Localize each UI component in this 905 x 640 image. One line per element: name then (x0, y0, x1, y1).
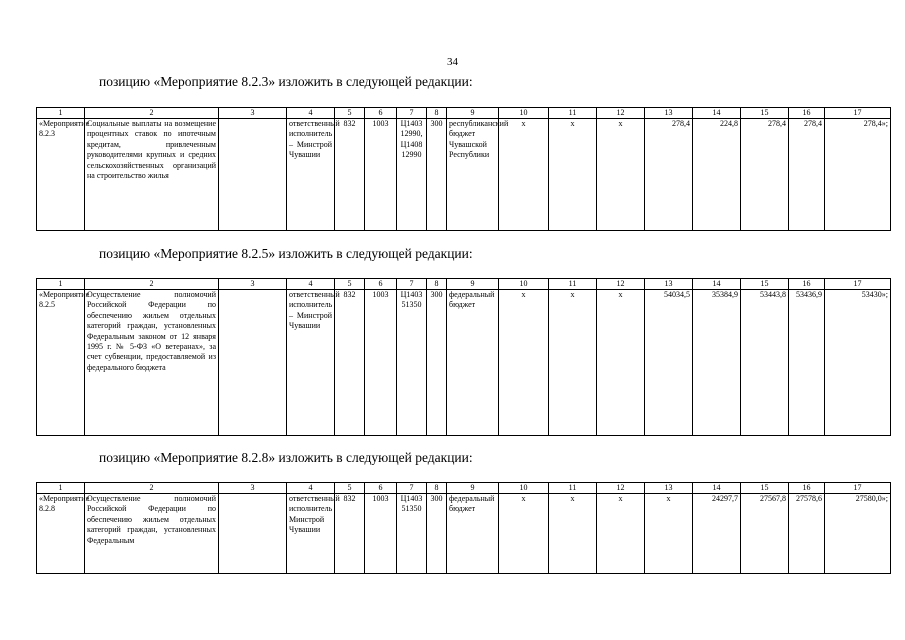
table-cell: x (499, 494, 549, 574)
table-cell: x (645, 494, 693, 574)
header-cell: 8 (427, 108, 447, 119)
table-cell: 300 (427, 494, 447, 574)
header-cell: 5 (335, 108, 365, 119)
header-cell: 3 (219, 483, 287, 494)
table-cell: x (549, 494, 597, 574)
header-cell: 14 (693, 483, 741, 494)
header-cell: 13 (645, 483, 693, 494)
measure-table (36, 482, 891, 574)
header-cell: 16 (789, 483, 825, 494)
table-cell: Ц1403 51350 (397, 494, 427, 574)
header-cell: 8 (427, 483, 447, 494)
funding-source: федеральный бюджет (447, 290, 499, 436)
header-cell: 7 (397, 108, 427, 119)
value-cell: 54034,5 (645, 290, 693, 436)
header-cell: 12 (597, 108, 645, 119)
header-cell: 16 (789, 279, 825, 290)
table-cell: 300 (427, 290, 447, 436)
table-cell: x (549, 119, 597, 231)
table-cell: x (597, 290, 645, 436)
table-cell: 832 (335, 119, 365, 231)
table-cell: Ц1403 12990, Ц1408 12990 (397, 119, 427, 231)
table-cell (219, 494, 287, 574)
header-cell: 9 (447, 483, 499, 494)
responsible-executor: ответственный исполнитель Минстрой Чувашии (287, 494, 335, 574)
value-cell: 24297,7 (693, 494, 741, 574)
header-cell: 11 (549, 108, 597, 119)
table-row (37, 290, 891, 436)
table-cell: 832 (335, 290, 365, 436)
value-cell: 53430»; (825, 290, 891, 436)
table-header-row (37, 483, 891, 494)
value-cell: 278,4 (789, 119, 825, 231)
header-cell: 14 (693, 108, 741, 119)
value-cell: 27567,8 (741, 494, 789, 574)
measure-table (36, 278, 891, 436)
measure-description: Социальные выплаты на возмещение процентных ставок по ипотечным кредитам, привлеченным руководителями крупных и средних сельскохозяйственных организаций на строительство жилья (85, 119, 219, 231)
header-cell: 12 (597, 279, 645, 290)
header-cell: 3 (219, 279, 287, 290)
header-cell: 9 (447, 108, 499, 119)
page-number: 34 (447, 56, 458, 68)
table-cell: x (597, 119, 645, 231)
header-cell: 14 (693, 279, 741, 290)
table-cell: x (499, 290, 549, 436)
measure-code: «Мероприятие 8.2.8 (37, 494, 85, 574)
header-cell: 6 (365, 108, 397, 119)
value-cell: 278,4»; (825, 119, 891, 231)
responsible-executor: ответственный исполнитель – Минстрой Чувашии (287, 119, 335, 231)
header-cell: 12 (597, 483, 645, 494)
table-cell: 832 (335, 494, 365, 574)
header-cell: 1 (37, 483, 85, 494)
measure-code: «Мероприятие 8.2.5 (37, 290, 85, 436)
header-cell: 13 (645, 279, 693, 290)
value-cell: 27578,6 (789, 494, 825, 574)
header-cell: 1 (37, 279, 85, 290)
header-cell: 2 (85, 279, 219, 290)
table-cell: 1003 (365, 494, 397, 574)
value-cell: 53443,8 (741, 290, 789, 436)
header-cell: 10 (499, 108, 549, 119)
header-cell: 4 (287, 483, 335, 494)
table-cell: 1003 (365, 290, 397, 436)
table-row (37, 494, 891, 574)
header-cell: 17 (825, 108, 891, 119)
header-cell: 1 (37, 108, 85, 119)
table-cell: 1003 (365, 119, 397, 231)
value-cell: 27580,0»; (825, 494, 891, 574)
table-cell: Ц1403 51350 (397, 290, 427, 436)
measure-description: Осуществление полномочий Российской Федерации по обеспечению жильем отдельных категорий граждан, установленных Федеральным законом от 12 января 1995 г. № 5-ФЗ «О ветеранах», за счет субвенции, предоставляемой из федерального бюджета (85, 290, 219, 436)
table-header-row (37, 279, 891, 290)
header-cell: 10 (499, 279, 549, 290)
header-cell: 17 (825, 483, 891, 494)
measure-table (36, 107, 891, 231)
table-cell: x (499, 119, 549, 231)
header-cell: 13 (645, 108, 693, 119)
measure-description: Осуществление полномочий Российской Федерации по обеспечению жильем отдельных категорий граждан, установленных Федеральным (85, 494, 219, 574)
table-cell: x (597, 494, 645, 574)
responsible-executor: ответственный исполнитель – Минстрой Чувашии (287, 290, 335, 436)
value-cell: 53436,9 (789, 290, 825, 436)
table-cell (219, 119, 287, 231)
section-heading: позицию «Мероприятие 8.2.5» изложить в следующей редакции: (99, 246, 473, 261)
header-cell: 6 (365, 279, 397, 290)
header-cell: 6 (365, 483, 397, 494)
value-cell: 35384,9 (693, 290, 741, 436)
header-cell: 9 (447, 279, 499, 290)
header-cell: 11 (549, 483, 597, 494)
section-heading: позицию «Мероприятие 8.2.3» изложить в следующей редакции: (99, 74, 473, 89)
header-cell: 7 (397, 279, 427, 290)
value-cell: 224,8 (693, 119, 741, 231)
header-cell: 5 (335, 279, 365, 290)
header-cell: 11 (549, 279, 597, 290)
table-cell: x (549, 290, 597, 436)
header-cell: 10 (499, 483, 549, 494)
header-cell: 2 (85, 483, 219, 494)
header-cell: 2 (85, 108, 219, 119)
section-heading: позицию «Мероприятие 8.2.8» изложить в следующей редакции: (99, 450, 473, 465)
funding-source: республиканский бюджет Чувашской Республики (447, 119, 499, 231)
value-cell: 278,4 (645, 119, 693, 231)
header-cell: 4 (287, 108, 335, 119)
header-cell: 15 (741, 108, 789, 119)
table-cell: 300 (427, 119, 447, 231)
header-cell: 7 (397, 483, 427, 494)
header-cell: 4 (287, 279, 335, 290)
header-cell: 15 (741, 483, 789, 494)
value-cell: 278,4 (741, 119, 789, 231)
funding-source: федеральный бюджет (447, 494, 499, 574)
measure-code: «Мероприятие 8.2.3 (37, 119, 85, 231)
header-cell: 8 (427, 279, 447, 290)
header-cell: 5 (335, 483, 365, 494)
table-cell (219, 290, 287, 436)
table-header-row (37, 108, 891, 119)
header-cell: 16 (789, 108, 825, 119)
header-cell: 17 (825, 279, 891, 290)
header-cell: 3 (219, 108, 287, 119)
header-cell: 15 (741, 279, 789, 290)
table-row (37, 119, 891, 231)
